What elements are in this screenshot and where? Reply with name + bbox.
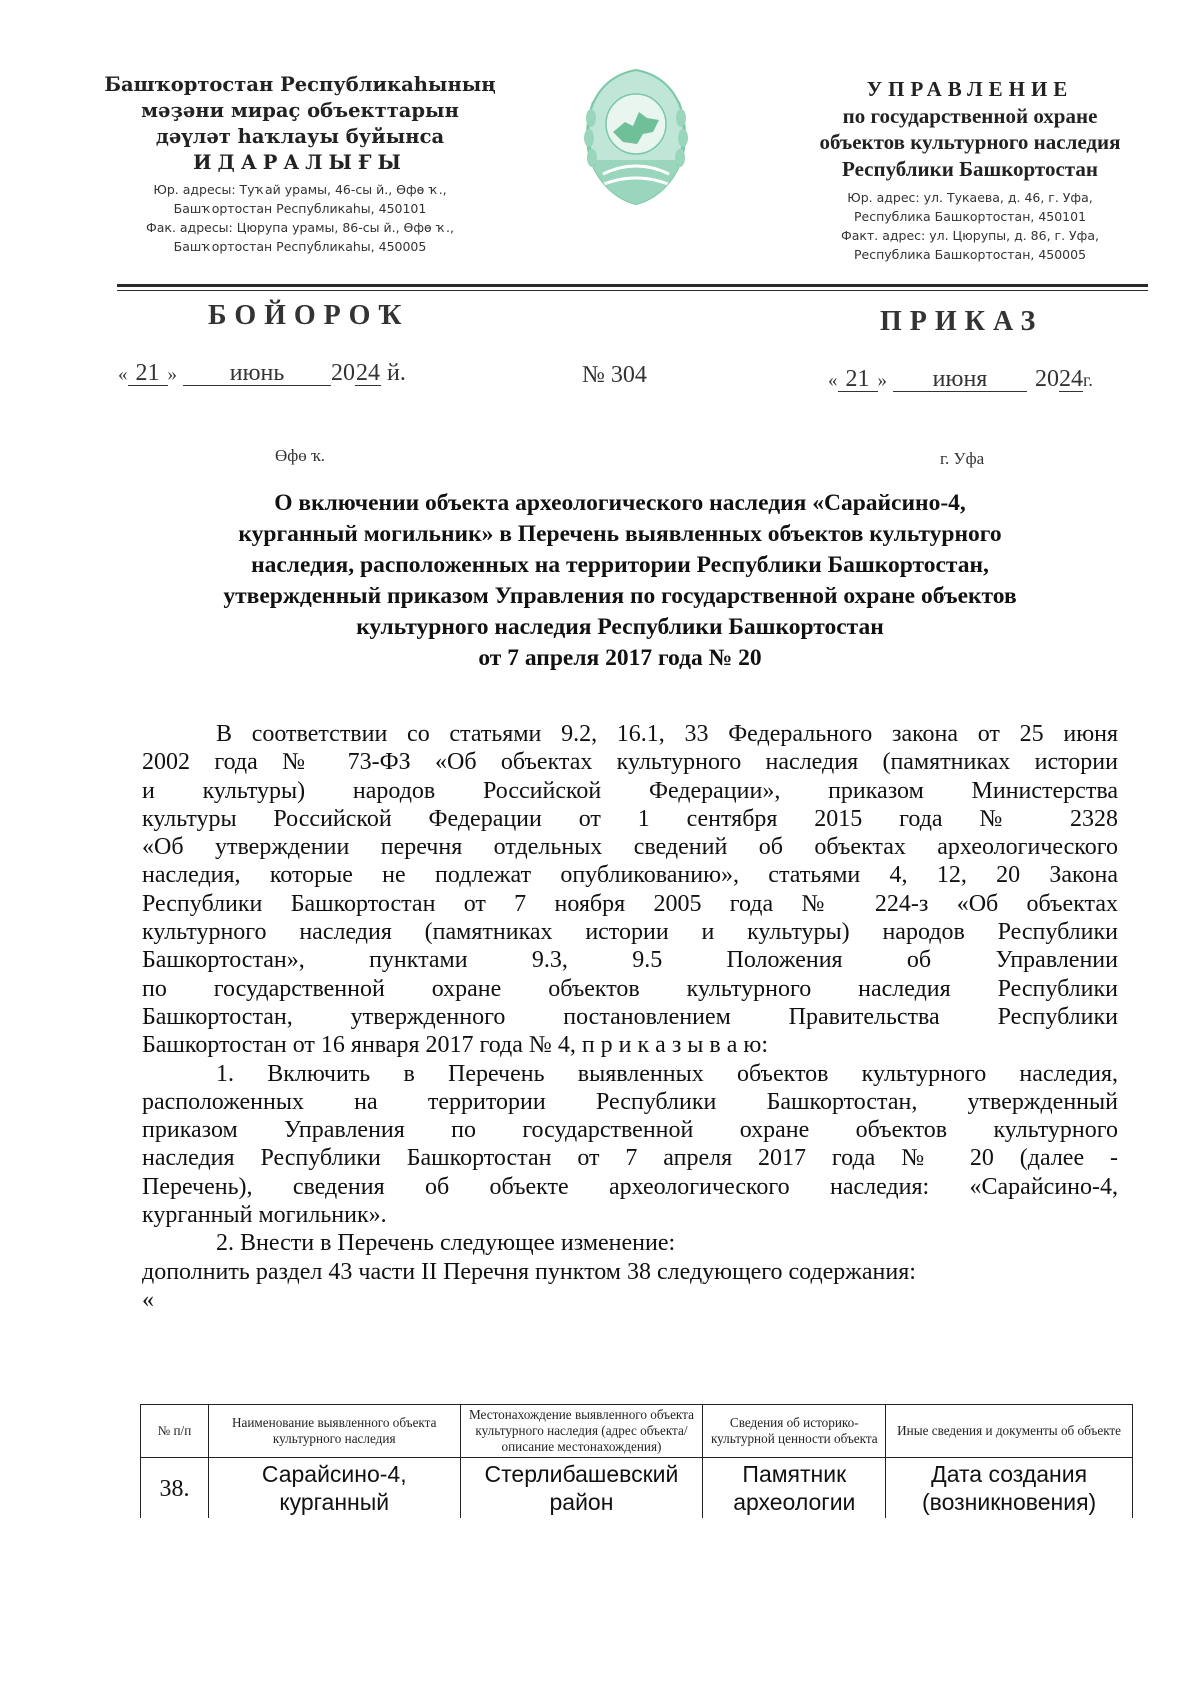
date-day: 21 [838, 367, 878, 392]
table-cell: Стерлибашевский район [460, 1458, 703, 1519]
date-day: 21 [128, 361, 168, 386]
body-line: по государственной охране объектов культурного наследия Республики [142, 975, 1118, 1002]
address-line: Республика Башкортостан, 450005 [853, 247, 1087, 262]
quote-close: » [877, 370, 887, 391]
address-line: Факт. адрес: ул. Цюрупы, д. 86, г. Уфа, [841, 228, 1099, 243]
order-number: № 304 [582, 362, 647, 388]
body-line: и культуры) народов Российской Федерации», приказом Министерства [142, 777, 1118, 804]
body-line: дополнить раздел 43 части II Перечня пунктом 38 следующего содержания: [142, 1258, 916, 1285]
body-line: Башкортостан от 16 января 2017 года № 4, п р и к а з ы в а ю: [142, 1032, 769, 1059]
date-right [828, 366, 1093, 393]
document-title [120, 488, 1120, 674]
address-line: Башҡортостан Республикаһы, 450005 [173, 239, 427, 254]
org-name-line: объектов культурного наследия [819, 130, 1121, 154]
table-row [141, 1458, 1133, 1519]
body-line: наследия Республики Башкортостан от 7 апреля 2017 года № 20 (далее - [142, 1145, 1118, 1172]
table-header-cell: Местонахождение выявленного объекта культурного наследия (адрес объекта/описание местонахождения) [460, 1405, 703, 1458]
date-year-prefix: 20 [1035, 366, 1059, 392]
body-line: Перечень), сведения об объекте археологического наследия: «Сарайсино-4, [142, 1173, 1118, 1200]
title-line: курганный могильник» в Перечень выявленных объектов культурного [238, 521, 1002, 547]
date-year-suffix: 24 [1059, 366, 1083, 392]
body-line: « [142, 1286, 154, 1313]
date-year-suffix: 24 [356, 360, 380, 386]
address-line: Фак. адресы: Цюрупа урамы, 86-сы й., Өфө ҡ., [145, 220, 455, 235]
title-line: наследия, расположенных на территории Республики Башкортостан, [251, 552, 989, 578]
body-line: наследия, которые не подлежат опубликованию», статьями 4, 12, 20 Закона [142, 862, 1118, 889]
org-name-line: по государственной охране [842, 103, 1098, 128]
address-line: Республика Башкортостан, 450101 [853, 209, 1087, 224]
body-line: курганный могильник». [142, 1202, 387, 1229]
date-month: июня [893, 367, 1027, 392]
quote-open: « [828, 370, 838, 391]
quote-close: » [167, 364, 177, 385]
table-cell: Сарайсино-4, курганный [208, 1458, 460, 1519]
header-left-block [100, 72, 500, 256]
body-line: культуры Российской Федерации от 1 сентября 2015 года № 2328 [142, 805, 1118, 832]
org-name-line: дәүләт һаҡлауы буйынса [155, 125, 445, 148]
title-line: утвержденный приказом Управления по государственной охране объектов [223, 583, 1017, 609]
date-year-mark: й. [387, 360, 406, 386]
table-header-cell: Сведения об историко-культурной ценности объекта [703, 1405, 886, 1458]
org-name-line: Республики Башкортостан [842, 156, 1098, 181]
table-header-cell: Наименование выявленного объекта культурного наследия [208, 1405, 460, 1458]
document-body [142, 720, 1118, 1314]
title-line: О включении объекта археологического наследия «Сарайсино-4, [274, 490, 966, 516]
table-cell: Дата создания (возникновения) [886, 1458, 1133, 1519]
header-right-block [780, 76, 1160, 264]
header-divider [117, 284, 1148, 287]
body-line: Башкортостан», пунктами 9.3, 9.5 Положения об Управлении [142, 947, 1118, 974]
body-line: приказом Управления по государственной охране объектов культурного [142, 1117, 1118, 1144]
quote-open: « [118, 364, 128, 385]
table-header-row [141, 1405, 1133, 1458]
date-left [118, 360, 406, 387]
date-year-prefix: 20 [331, 360, 355, 386]
city-right: г. Уфа [940, 449, 985, 468]
address-block-right [780, 188, 1160, 264]
address-line: Башҡортостан Республикаһы, 450101 [173, 201, 427, 216]
date-month: июнь [183, 361, 331, 386]
body-line: 2002 года № 73-ФЗ «Об объектах культурного наследия (памятниках истории [142, 749, 1118, 776]
document-kind-right: ПРИКАЗ [880, 306, 1044, 337]
address-block-left [100, 180, 500, 256]
body-line: Башкортостан, утвержденного постановлением Правительства Республики [142, 1003, 1118, 1030]
document-kind-left: БОЙОРОҠ [208, 300, 410, 331]
body-line: 2. Внести в Перечень следующее изменение: [216, 1230, 676, 1257]
city-left: Өфө ҡ. [275, 446, 326, 465]
address-line: Юр. адрес: ул. Тукаева, д. 46, г. Уфа, [847, 190, 1093, 205]
objects-table [140, 1404, 1133, 1518]
body-line: Республики Башкортостан от 7 ноября 2005 года № 224-з «Об объектах [142, 890, 1118, 917]
org-name-line: мәҙәни мираҫ объекттарын [141, 99, 459, 122]
table-header-cell: № п/п [141, 1405, 209, 1458]
date-year-mark: г. [1083, 370, 1093, 390]
body-line: 1. Включить в Перечень выявленных объектов культурного наследия, [216, 1060, 1118, 1087]
body-line: «Об утверждении перечня отдельных сведений об объектах археологического [142, 834, 1118, 861]
title-line: культурного наследия Республики Башкортостан [356, 614, 884, 640]
org-name-line: ИДАРАЛЫҒЫ [193, 151, 407, 174]
table-header-cell: Иные сведения и документы об объекте [886, 1405, 1133, 1458]
body-line: В соответствии со статьями 9.2, 16.1, 33 Федерального закона от 25 июня [216, 721, 1118, 747]
header-divider [117, 290, 1148, 291]
body-line: расположенных на территории Республики Башкортостан, утвержденный [142, 1088, 1118, 1115]
org-name-line: УПРАВЛЕНИЕ [866, 77, 1074, 101]
table-cell: 38. [141, 1458, 209, 1519]
table-cell: Памятник археологии [703, 1458, 886, 1519]
body-line: культурного наследия (памятниках истории и культуры) народов Республики [142, 919, 1118, 946]
coat-of-arms-icon [573, 62, 699, 212]
address-line: Юр. адресы: Туҡай урамы, 46-сы й., Өфө ҡ., [153, 182, 447, 197]
org-name-line: Башҡортостан Республикаһының [104, 73, 496, 96]
title-line: от 7 апреля 2017 года № 20 [478, 645, 762, 671]
